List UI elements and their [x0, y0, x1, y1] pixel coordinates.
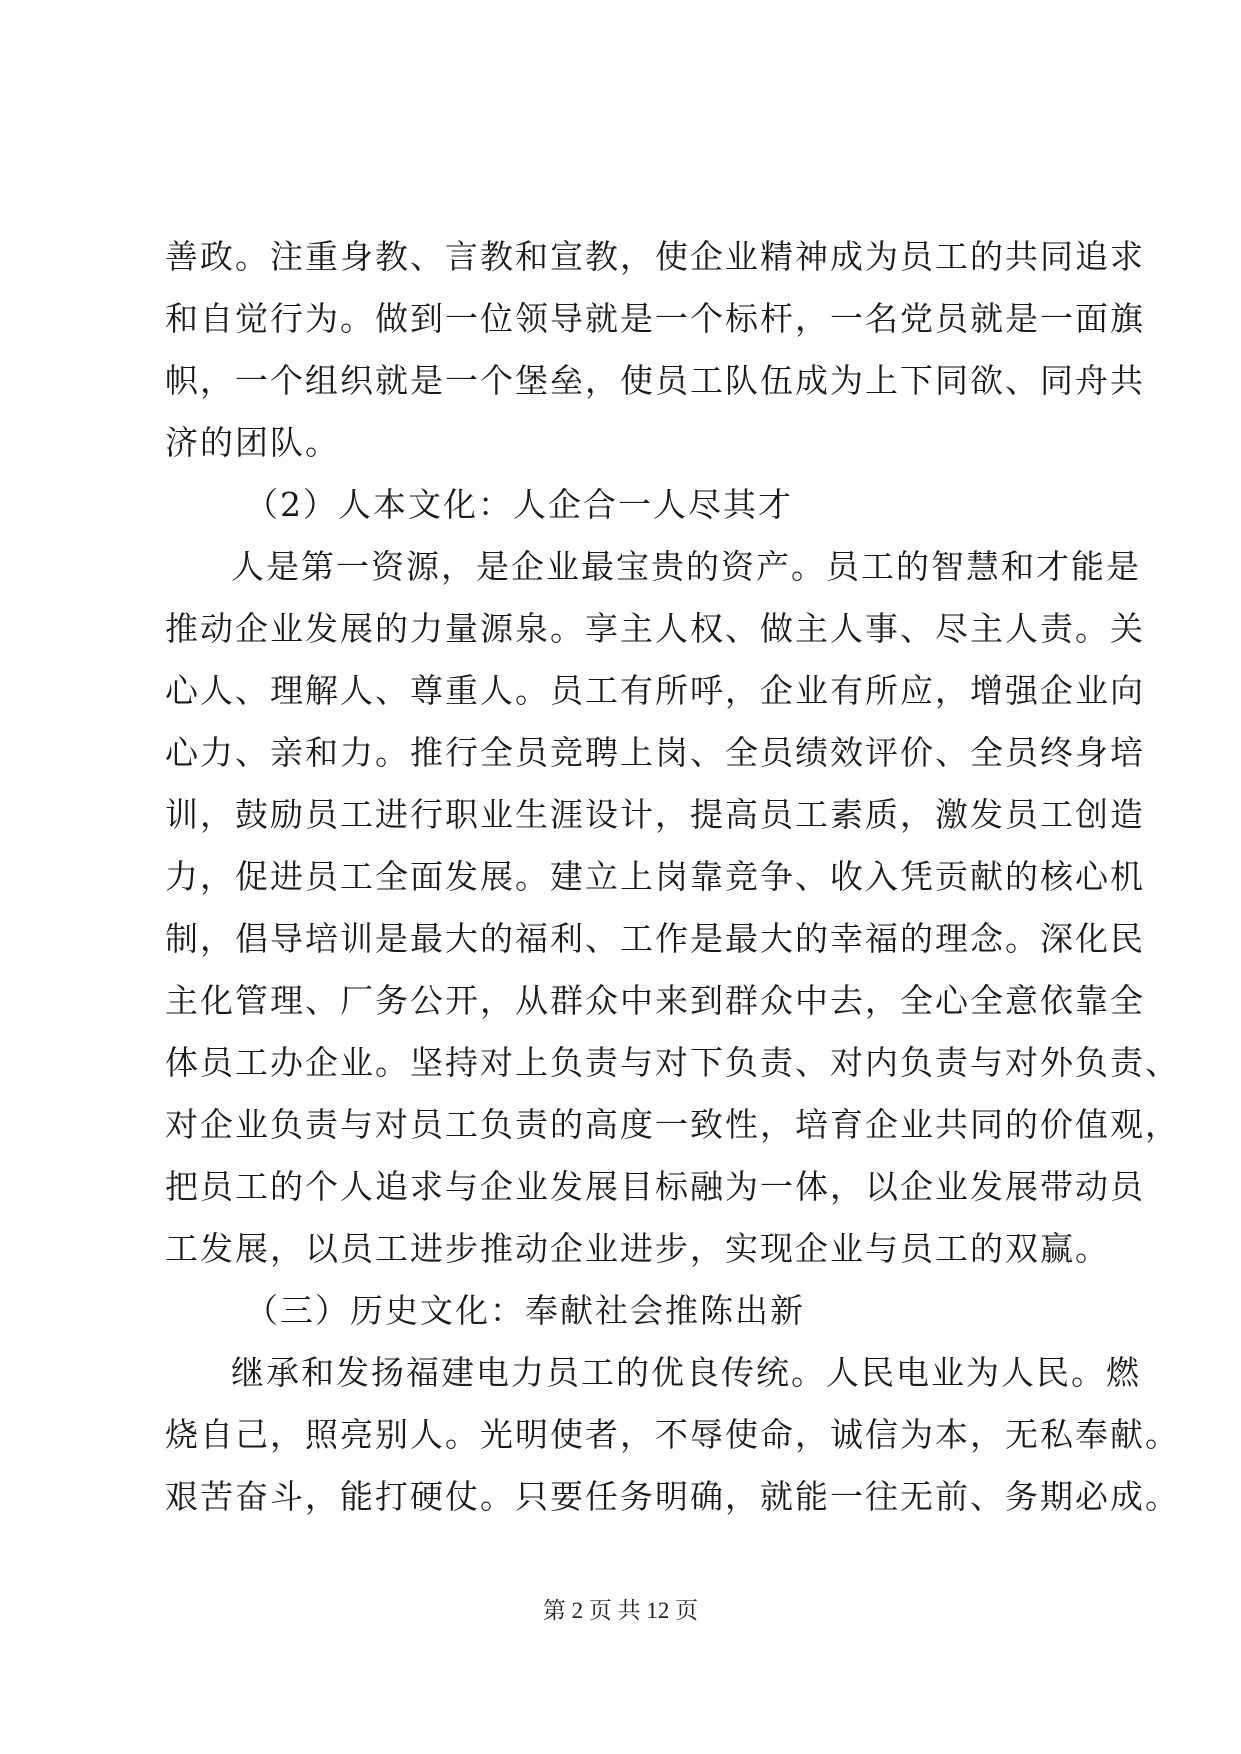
paragraph-line: 力，促进员工全面发展。建立上岗靠竞争、收入凭贡献的核心机	[165, 857, 1145, 896]
paragraph-line: 和自觉行为。做到一位领导就是一个标杆，一名党员就是一面旗	[165, 299, 1145, 338]
paragraph-line: 艰苦奋斗，能打硬仗。只要任务明确，就能一往无前、务期必成。	[165, 1477, 1180, 1516]
paragraph-line: 推动企业发展的力量源泉。享主人权、做主人事、尽主人责。关	[165, 609, 1145, 648]
paragraph-line: 继承和发扬福建电力员工的优良传统。人民电业为人民。燃	[231, 1353, 1141, 1392]
paragraph-line: 训，鼓励员工进行职业生涯设计，提高员工素质，激发员工创造	[165, 795, 1145, 834]
paragraph-line: 心人、理解人、尊重人。员工有所呼，企业有所应，增强企业向	[165, 671, 1145, 710]
paragraph-line: 工发展，以员工进步推动企业进步，实现企业与员工的双赢。	[165, 1229, 1110, 1268]
paragraph-line: 人是第一资源，是企业最宝贵的资产。员工的智慧和才能是	[231, 547, 1141, 586]
paragraph-line: 善政。注重身教、言教和宣教，使企业精神成为员工的共同追求	[165, 237, 1145, 276]
section-heading-humanistic-culture: （2）人本文化：人企合一人尽其才	[245, 485, 793, 524]
paragraph-line: 体员工办企业。坚持对上负责与对下负责、对内负责与对外负责、	[165, 1043, 1180, 1082]
section-heading-historical-culture: （三）历史文化：奉献社会推陈出新	[245, 1291, 805, 1330]
paragraph-line: 心力、亲和力。推行全员竞聘上岗、全员绩效评价、全员终身培	[165, 733, 1145, 772]
paragraph-line: 对企业负责与对员工负责的高度一致性，培育企业共同的价值观，	[165, 1105, 1180, 1144]
paragraph-line: 帜，一个组织就是一个堡垒，使员工队伍成为上下同欲、同舟共	[165, 361, 1145, 400]
paragraph-line: 烧自己，照亮别人。光明使者，不辱使命，诚信为本，无私奉献。	[165, 1415, 1180, 1454]
document-body	[165, 226, 1180, 1528]
paragraph-line: 济的团队。	[165, 423, 340, 462]
paragraph-line: 制，倡导培训是最大的福利、工作是最大的幸福的理念。深化民	[165, 919, 1145, 958]
page-number-footer: 第 2 页 共 12 页	[542, 1598, 699, 1623]
paragraph-line: 把员工的个人追求与企业发展目标融为一体，以企业发展带动员	[165, 1167, 1145, 1206]
paragraph-line: 主化管理、厂务公开，从群众中来到群众中去，全心全意依靠全	[165, 981, 1145, 1020]
